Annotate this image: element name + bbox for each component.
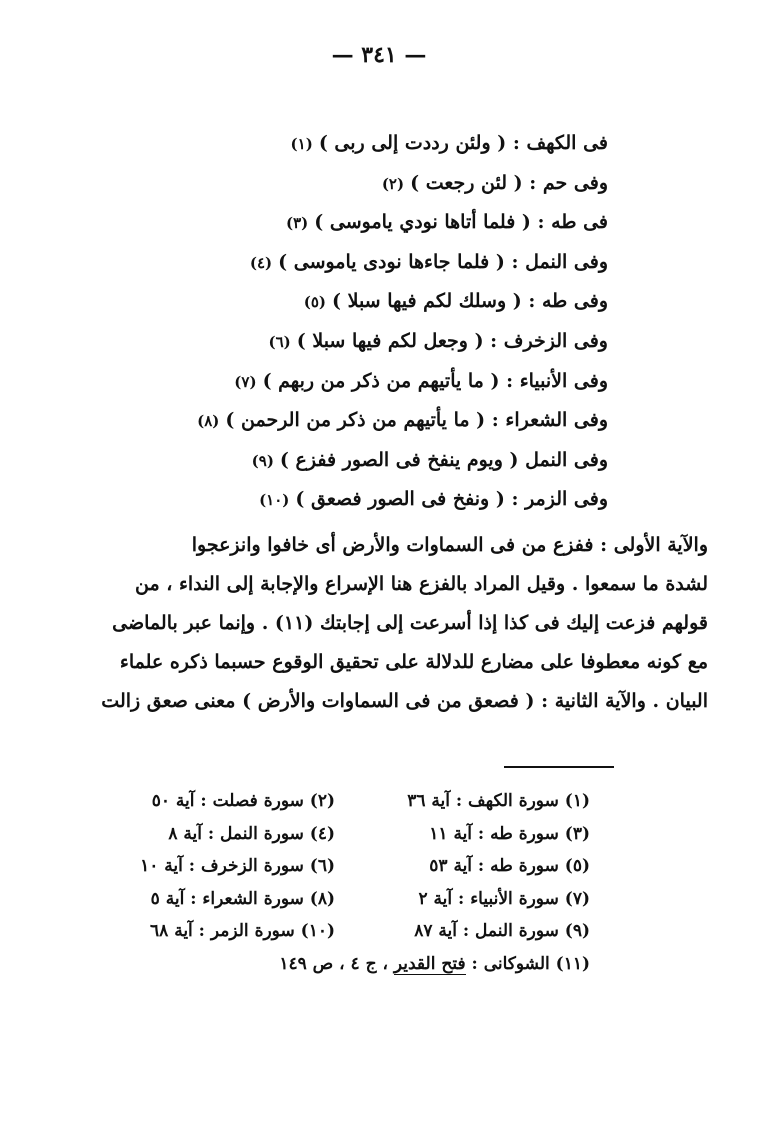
footnote-item: (٥) سورة طه : آية ٥٣ bbox=[429, 856, 590, 876]
reference-number: (٢) bbox=[381, 174, 405, 193]
reference-number: (٥) bbox=[303, 293, 326, 312]
reference-number: (٤) bbox=[249, 253, 273, 272]
reference-number: (٨) bbox=[197, 412, 220, 431]
footnote-book-title: فتح القدير bbox=[393, 953, 466, 974]
footnote-row bbox=[100, 948, 590, 981]
footnote-item-source bbox=[279, 948, 590, 981]
reference-number: (٧) bbox=[234, 372, 257, 391]
paragraph-line: والآية الأولى : ففزع من فى السماوات والأرض أى خافوا وانزعجوا bbox=[191, 534, 708, 556]
footnote-item: (٩) سورة النمل : آية ٨٧ bbox=[414, 921, 590, 941]
reference-line: فى طه : ( فلما أتاها نودي ياموسى )(٣) bbox=[286, 211, 608, 234]
reference-number: (١) bbox=[290, 135, 313, 153]
footnote-source-prefix: (١١) الشوكانى : bbox=[471, 953, 590, 974]
page-number: — ٣٤١ — bbox=[331, 42, 427, 68]
footnote-row bbox=[100, 915, 590, 948]
footnote-row bbox=[100, 785, 590, 818]
reference-line: وفى الشعراء : ( ما يأتيهم من ذكر من الرحمن )(٨) bbox=[197, 409, 608, 432]
reference-line: وفى الأنبياء : ( ما يأتيهم من ذكر من ربهم )(٧) bbox=[234, 369, 608, 392]
quranic-references-list bbox=[128, 124, 608, 520]
paragraph-line: البيان . والآية الثانية : ( فصعق من فى السماوات والأرض ) معنى صعق زالت bbox=[101, 690, 708, 712]
footnote-item: (٢) سورة فصلت : آية ٥٠ bbox=[151, 791, 335, 811]
reference-number: (١٠) bbox=[259, 491, 290, 510]
reference-line: وفى النمل ( ويوم ينفخ فى الصور ففزع )(٩) bbox=[251, 448, 608, 471]
reference-number: (٦) bbox=[268, 332, 291, 351]
footnote-row bbox=[100, 883, 590, 916]
footnotes bbox=[100, 785, 590, 980]
paragraph-line: مع كونه معطوفا على مضارع للدلالة على تحقيق الوقوع حسبما ذكره علماء bbox=[119, 651, 708, 673]
footnote-item: (٣) سورة طه : آية ١١ bbox=[429, 823, 590, 844]
footnote-item: (٧) سورة الأنبياء : آية ٢ bbox=[418, 888, 590, 909]
reference-line: وفى حم : ( لئن رجعت )(٢) bbox=[381, 171, 608, 194]
paragraph-line: لشدة ما سمعوا . وقيل المراد بالفزع هنا الإسراع والإجابة إلى النداء ، من bbox=[135, 573, 708, 595]
reference-number: (٩) bbox=[251, 451, 274, 470]
footnote-source-suffix: ، ج ٤ ، ص ١٤٩ bbox=[279, 953, 388, 974]
reference-line: وفى الزخرف : ( وجعل لكم فيها سبلا )(٦) bbox=[268, 329, 608, 352]
reference-line: وفى النمل : ( فلما جاءها نودى ياموسى )(٤) bbox=[249, 250, 608, 273]
footnote-row bbox=[100, 818, 590, 851]
paragraph-line: قولهم فزعت إليك فى كذا إذا أسرعت إلى إجابتك (١١) . وإنما عبر بالماضى bbox=[112, 612, 708, 634]
body-paragraph bbox=[40, 526, 708, 721]
reference-line: وفى طه : ( وسلك لكم فيها سبلا )(٥) bbox=[303, 290, 608, 313]
reference-line: فى الكهف : ( ولئن رددت إلى ربى )(١) bbox=[290, 132, 608, 154]
footnote-divider bbox=[504, 766, 614, 768]
footnote-item: (٨) سورة الشعراء : آية ٥ bbox=[150, 888, 335, 909]
reference-number: (٣) bbox=[286, 214, 309, 233]
footnote-row bbox=[100, 850, 590, 883]
footnote-item: (٤) سورة النمل : آية ٨ bbox=[168, 823, 335, 844]
footnote-item: (١٠) سورة الزمر : آية ٦٨ bbox=[150, 921, 335, 941]
footnote-item: (٦) سورة الزخرف : آية ١٠ bbox=[140, 856, 335, 876]
footnote-item: (١) سورة الكهف : آية ٣٦ bbox=[407, 791, 590, 811]
reference-line: وفى الزمر : ( ونفخ فى الصور فصعق )(١٠) bbox=[259, 488, 608, 511]
